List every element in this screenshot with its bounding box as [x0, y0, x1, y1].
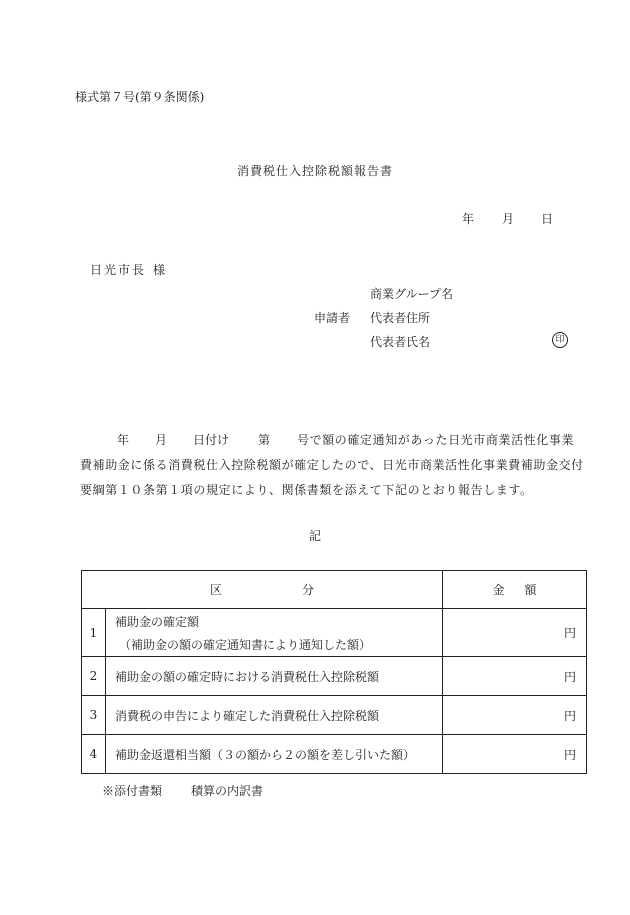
- seal-mark: 印: [552, 332, 568, 348]
- row-amount-cell: 円: [443, 696, 587, 735]
- representative-name-label: 代表者氏名: [370, 335, 431, 349]
- body-line-3: 要綱第１０条第１項の規定により、関係書類を添えて下記のとおり報告します。: [80, 483, 533, 497]
- table-row: [82, 657, 587, 696]
- table-row: [82, 696, 587, 735]
- table-row: [82, 609, 587, 657]
- row-number: 1: [82, 609, 106, 657]
- attachment-label: ※添付書類: [102, 784, 163, 798]
- breakdown-table: [81, 570, 587, 774]
- row-label: [106, 609, 443, 657]
- row-label-main: 補助金の確定額: [115, 614, 200, 629]
- applicant-label: 申請者: [314, 311, 351, 325]
- row-label: 消費税の申告により確定した消費税仕入控除税額: [106, 696, 443, 735]
- body-date-year: 年: [117, 433, 130, 447]
- date-month: 月: [502, 212, 515, 226]
- representative-address-label: 代表者住所: [370, 311, 431, 325]
- row-number: 2: [82, 657, 106, 696]
- date-year: 年: [462, 212, 475, 226]
- body-line-2: 費補助金に係る消費税仕入控除税額が確定したので、日光市商業活性化事業費補助金交付: [80, 458, 584, 472]
- form-number: 様式第７号(第９条関係): [75, 90, 205, 104]
- table-row: [82, 735, 587, 774]
- row-amount-cell: 円: [443, 609, 587, 657]
- body-date-day: 日付け: [193, 433, 230, 447]
- category-header-char-1: 区: [209, 583, 222, 597]
- body-date-month: 月: [155, 433, 168, 447]
- attachment-value: 積算の内訳書: [191, 784, 264, 798]
- group-name-label: 商業グループ名: [370, 287, 454, 301]
- category-header: [82, 571, 443, 609]
- row-label-sub: （補助金の額の確定通知書により通知した額）: [119, 637, 372, 652]
- category-header-char-2: 分: [302, 583, 315, 597]
- row-label: 補助金返還相当額（３の額から２の額を差し引いた額）: [106, 735, 443, 774]
- notes-heading: 記: [308, 529, 321, 543]
- row-amount-cell: 円: [443, 735, 587, 774]
- amount-header-char-2: 額: [524, 583, 537, 597]
- amount-header: [443, 571, 587, 609]
- amount-header-char-1: 金: [492, 583, 505, 597]
- addressee-honorific: 様: [153, 263, 166, 277]
- date-day: 日: [541, 212, 554, 226]
- document-title: 消費税仕入控除税額報告書: [236, 164, 393, 178]
- body-line-1: 号で額の確定通知があった日光市商業活性化事業: [297, 433, 575, 447]
- row-number: 3: [82, 696, 106, 735]
- row-label: 補助金の額の確定時における消費税仕入控除税額: [106, 657, 443, 696]
- row-amount-cell: 円: [443, 657, 587, 696]
- addressee-name: 日光市長: [90, 263, 147, 277]
- table-header-row: [82, 571, 587, 609]
- body-notice-number-prefix: 第: [258, 433, 271, 447]
- row-number: 4: [82, 735, 106, 774]
